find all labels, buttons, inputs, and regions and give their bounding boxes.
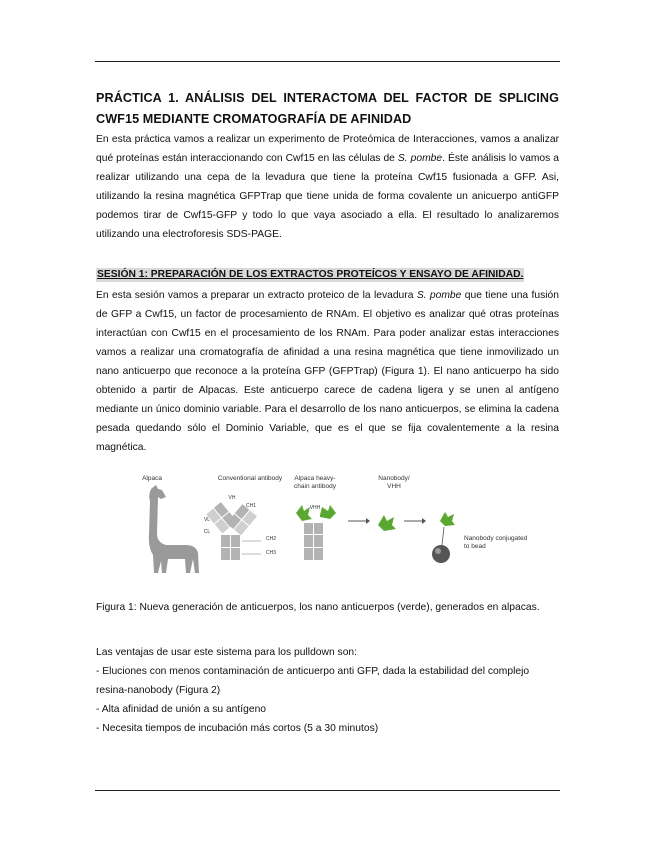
alpaca-icon xyxy=(149,485,199,573)
label-heavy-chain-2: chain antibody xyxy=(294,483,336,490)
label-conventional-antibody: Conventional antibody xyxy=(217,475,283,482)
document-body xyxy=(96,88,559,738)
conventional-antibody-icon xyxy=(206,502,261,560)
document-title: PRÁCTICA 1. ANÁLISIS DEL INTERACTOMA DEL FACTOR DE SPLICING CWF15 MEDIANTE CROMATOGRAFÍA DE AFINIDAD xyxy=(96,91,559,126)
label-nanobody-2: VHH xyxy=(387,483,401,490)
bead-icon xyxy=(432,512,455,563)
antibody-illustration xyxy=(96,475,559,587)
label-ch3: CH3 xyxy=(265,550,276,556)
intro-paragraph: En esta práctica vamos a realizar un experimento de Proteómica de Interacciones, vamos a analizar qué proteínas están interaccionando con Cwf15 en las células de S. pombe. Éste análisis lo vamos a realizar utilizando una cepa de la levadura que tiene la proteína Cwf15 fusionada a GFP. Asi, utilizando la resina magnética GFPTrap que tiene unida de forma covalente un anicuerpo antiGFP podemos tirar de Cwf15-GFP y todo lo que vaya asociado a ella. El resultado lo analizaremos utilizando una electroforesis SDS-PAGE. xyxy=(96,134,559,240)
label-vl: VL xyxy=(203,517,211,523)
advantages-intro: Las ventajas de usar este sistema para los pulldown son: xyxy=(96,647,358,658)
label-ch2: CH2 xyxy=(265,536,276,542)
label-vhh: VHH xyxy=(309,505,321,511)
list-item: - Necesita tiempos de incubación más cortos (5 a 30 minutos) xyxy=(96,723,379,734)
session-heading: SESIÓN 1: PREPARACIÓN DE LOS EXTRACTOS PROTEÍCOS Y ENSAYO DE AFINIDAD. xyxy=(97,269,524,280)
label-conjugated-2: to bead xyxy=(464,543,486,550)
label-ch1: CH1 xyxy=(245,503,256,509)
label-vh: VH xyxy=(228,495,236,501)
arrow-icon xyxy=(348,518,370,524)
footer-rule xyxy=(95,790,560,791)
heavy-chain-antibody-icon xyxy=(296,505,336,560)
label-heavy-chain-1: Alpaca heavy- xyxy=(294,475,336,482)
label-alpaca: Alpaca xyxy=(142,475,162,482)
figure-1 xyxy=(96,475,559,587)
advantages-list xyxy=(96,643,559,738)
list-item: - Alta afinidad de unión a su antígeno xyxy=(96,704,267,715)
figure-caption: Figura 1: Nueva generación de anticuerpos, los nano anticuerpos (verde), generados en alpacas. xyxy=(96,602,540,613)
header-rule xyxy=(95,61,560,62)
list-item: - Eluciones con menos contaminación de anticuerpo anti GFP, dada la estabilidad del complejo resina-nanobody (Figura 2) xyxy=(96,666,530,696)
arrow-icon xyxy=(404,518,426,524)
label-conjugated-1: Nanobody conjugated xyxy=(464,535,528,542)
label-cl: CL xyxy=(203,529,211,535)
label-nanobody-1: Nanobody/ xyxy=(378,475,410,482)
nanobody-icon xyxy=(378,515,396,531)
session-paragraph: En esta sesión vamos a preparar un extracto proteico de la levadura S. pombe que tiene una fusión de GFP a Cwf15, un factor de procesamiento de RNAm. El objetivo es analizar qué otras proteínas interactúan con Cwf15 en el procesamiento de los RNAm. Para poder analizar estas interacciones vamos a realizar una cromatografía de afinidad a una resina magnética que tiene inmovilizado un nano anticuerpo que reconoce a la proteína GFP (GFPTrap) (Figura 1). El nano anticuerpo ha sido obtenido a partir de Alpacas. Este anticuerpo carece de cadena ligera y se unen al antígeno mediante un único dominio variable. Para el desarrollo de los nano anticuerpos, se elimina la cadena pesada quedando sólo el Dominio Variable, que es el que se fija covalentemente a la resina magnética. xyxy=(96,290,559,453)
